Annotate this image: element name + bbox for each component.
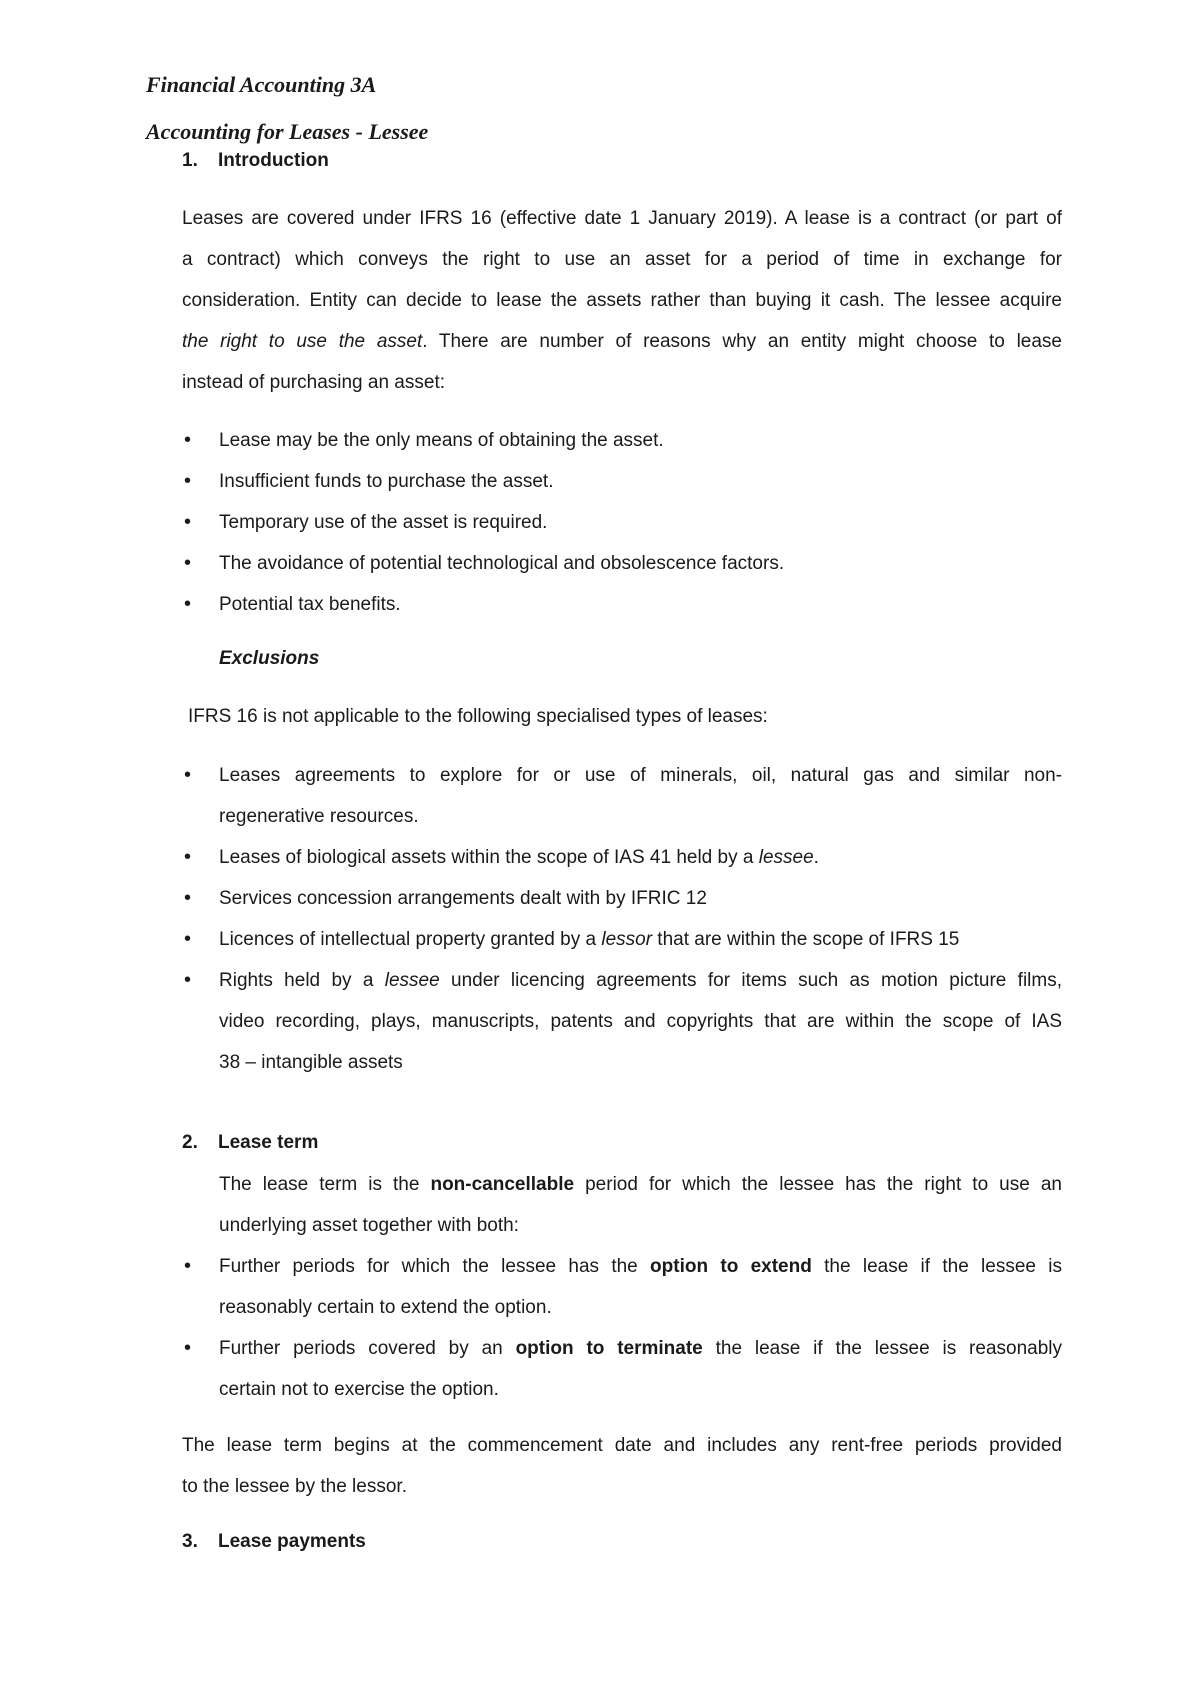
list-item <box>182 919 1062 960</box>
paragraph-line <box>182 321 1062 362</box>
section-number: 2. <box>182 1132 198 1153</box>
section-1-heading <box>182 150 329 172</box>
list-item-text: Further periods for which the lessee has the <box>219 1256 651 1277</box>
list-item: • Lease may be the only means of obtaining the asset. <box>182 420 1062 461</box>
paragraph-text: . There are number of reasons why an entity might choose to lease <box>422 331 1062 352</box>
section-title: Lease payments <box>218 1531 366 1552</box>
reasons-list <box>182 420 1062 625</box>
emphasis-text: the right to use the asset <box>182 331 423 352</box>
list-item-line: reasonably certain to extend the option. <box>219 1297 552 1318</box>
section-title: Introduction <box>218 150 329 171</box>
lease-term-list <box>182 1246 1062 1410</box>
paragraph-line: The lease term begins at the commencement date and includes any rent-free periods provided <box>182 1435 1062 1456</box>
topic-title: Accounting for Leases - Lessee <box>146 119 429 144</box>
list-item-text: under licencing agreements for items such as motion picture films, <box>439 970 1062 991</box>
paragraph-line <box>219 1164 1062 1205</box>
section-number: 3. <box>182 1531 198 1552</box>
paragraph-line: underlying asset together with both: <box>219 1215 519 1236</box>
list-item <box>182 755 1062 837</box>
paragraph-text: The lease term is the <box>219 1174 431 1195</box>
paragraph-line: Leases are covered under IFRS 16 (effective date 1 January 2019). A lease is a contract (or part of <box>182 208 1062 229</box>
intro-paragraph <box>182 198 1062 403</box>
section-title: Lease term <box>218 1132 319 1153</box>
exclusions-intro: IFRS 16 is not applicable to the following specialised types of leases: <box>188 706 768 727</box>
list-item: • Temporary use of the asset is required. <box>182 502 1062 543</box>
paragraph-line: to the lessee by the lessor. <box>182 1476 407 1497</box>
list-item-text: Further periods covered by an <box>219 1338 516 1359</box>
list-item: • Services concession arrangements dealt with by IFRIC 12 <box>182 878 1062 919</box>
list-item-text: Rights held by a <box>219 970 385 991</box>
section-3-heading <box>182 1531 366 1553</box>
paragraph-line: consideration. Entity can decide to lease the assets rather than buying it cash. The lessee acquire <box>182 290 1062 311</box>
list-item-text: Licences of intellectual property granted by a <box>219 929 602 950</box>
paragraph-text: period for which the lessee has the right to use an <box>574 1174 1062 1195</box>
paragraph-line: a contract) which conveys the right to use an asset for a period of time in exchange for <box>182 249 1062 270</box>
list-item-line: 38 – intangible assets <box>219 1052 403 1073</box>
exclusions-heading: Exclusions <box>219 648 320 669</box>
list-item-line <box>219 1328 1062 1369</box>
lease-term-paragraph <box>219 1164 1062 1246</box>
list-item: • The avoidance of potential technological and obsolescence factors. <box>182 543 1062 584</box>
section-2-heading <box>182 1132 318 1154</box>
bold-text: non-cancellable <box>430 1174 575 1195</box>
list-item-line <box>219 960 1062 1001</box>
list-item <box>182 960 1062 1083</box>
list-item-line: • Leases agreements to explore for or use of minerals, oil, natural gas and similar non- <box>219 765 1062 786</box>
exclusions-list <box>182 755 1062 1083</box>
list-item-line: certain not to exercise the option. <box>219 1379 499 1400</box>
emphasis-text: lessor <box>601 929 653 950</box>
emphasis-text: lessee <box>758 847 814 868</box>
section-number: 1. <box>182 150 198 171</box>
bold-text: option to terminate <box>515 1338 703 1359</box>
list-item-line: regenerative resources. <box>219 806 419 827</box>
list-item: • Potential tax benefits. <box>182 584 1062 625</box>
list-item-text: Leases of biological assets within the scope of IAS 41 held by a <box>219 847 759 868</box>
course-title: Financial Accounting 3A <box>146 72 377 97</box>
bold-text: option to extend <box>650 1256 812 1277</box>
list-item-text: the lease if the lessee is reasonably <box>702 1338 1063 1359</box>
list-item-line: video recording, plays, manuscripts, patents and copyrights that are within the scope of IAS <box>219 1011 1062 1032</box>
commencement-paragraph <box>182 1425 1062 1507</box>
list-item-text: the lease if the lessee is <box>811 1256 1062 1277</box>
list-item <box>182 1328 1062 1410</box>
list-item-line <box>219 1246 1062 1287</box>
emphasis-text: lessee <box>384 970 440 991</box>
list-item <box>182 1246 1062 1328</box>
list-item-text: that are within the scope of IFRS 15 <box>652 929 960 950</box>
list-item-text: . <box>813 847 819 868</box>
list-item: • Insufficient funds to purchase the asset. <box>182 461 1062 502</box>
paragraph-line: instead of purchasing an asset: <box>182 372 446 393</box>
list-item <box>182 837 1062 878</box>
